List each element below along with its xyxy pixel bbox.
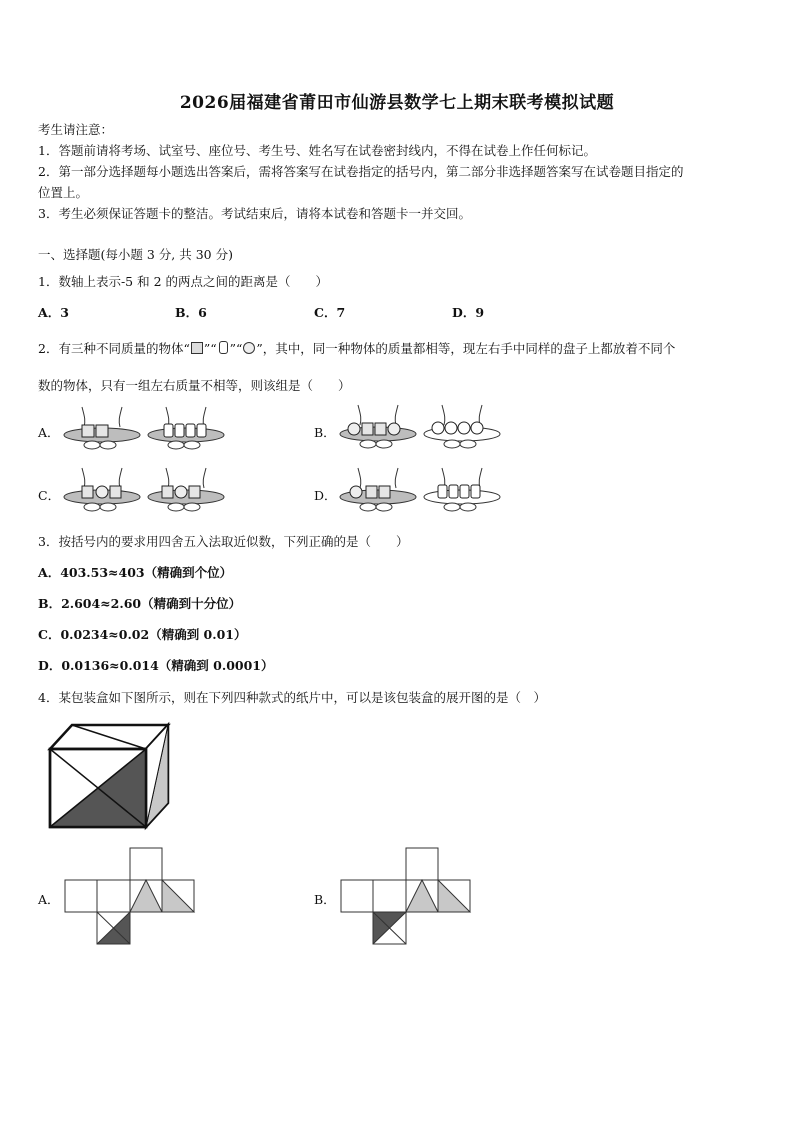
q2-stem-part: ”“ (203, 341, 217, 356)
cylinder-icon (219, 341, 228, 354)
q4-option-a: A． (38, 892, 60, 907)
plate-left (340, 405, 416, 448)
notice-item-2-cont: 位置上。 (38, 185, 89, 200)
notice-item-3: 3．考生必须保证答题卡的整洁。考试结束后，请将本试卷和答题卡一并交回。 (38, 206, 471, 221)
q3-option-d: D．0.0136≈0.014（精确到 0.0001） (38, 658, 274, 673)
q4-option-a-net (65, 848, 195, 946)
q3-stem: 3．按括号内的要求用四舍五入法取近似数，下列正确的是（ ） (38, 534, 409, 549)
q3-option-c: C．0.0234≈0.02（精确到 0.01） (38, 627, 247, 642)
ball-icon (243, 342, 255, 354)
q3-option-b: B．2.604≈2.60（精确到十分位） (38, 596, 242, 611)
q2-stem-line2: 数的物体，只有一组左右质量不相等，则该组是（ ） (38, 378, 351, 393)
plate-left (340, 468, 416, 511)
plate-right (424, 405, 500, 448)
q2-stem-part: 2．有三种不同质量的物体“ (38, 341, 190, 356)
q4-option-b: B． (314, 892, 336, 907)
q4-stem: 4．某包装盒如下图所示，则在下列四种款式的纸片中，可以是该包装盒的展开图的是（ ） (38, 690, 546, 705)
q2-option-c-image (62, 466, 227, 518)
notice-heading: 考生请注意： (38, 122, 114, 137)
q2-option-a: A． (38, 425, 60, 440)
plate-right (148, 468, 224, 511)
q1-option-c: C．7 (314, 305, 346, 320)
notice-item-2: 2．第一部分选择题每小题选出答案后，需将答案写在试卷指定的括号内，第二部分非选择题答案写在试卷题目指定的 (38, 164, 684, 179)
q1-option-b: B．6 (175, 305, 207, 320)
plate-left (64, 468, 140, 511)
cube-icon (191, 342, 203, 354)
section-heading: 一、选择题(每小题 3 分, 共 30 分) (38, 247, 233, 262)
q2-stem-part: ”，其中，同一种物体的质量都相等，现左右手中同样的盘子上都放着不同个 (256, 341, 676, 356)
plate-right (424, 468, 500, 511)
q2-option-d: D． (314, 488, 337, 503)
q2-option-b-image (338, 403, 503, 455)
q2-stem (38, 339, 675, 357)
q2-option-d-image (338, 466, 503, 518)
notice-item-1: 1．答题前请将考场、试室号、座位号、考生号、姓名写在试卷密封线内，不得在试卷上作任何标记。 (38, 143, 596, 158)
plate-right (148, 407, 224, 449)
q1-option-a: A．3 (38, 305, 69, 320)
q1-stem: 1．数轴上表示-5 和 2 的两点之间的距离是（ ） (38, 274, 329, 289)
page-title: 2026届福建省莆田市仙游县数学七上期末联考模拟试题 (179, 93, 615, 113)
q2-option-b: B． (314, 425, 336, 440)
q1-option-d: D．9 (452, 305, 485, 320)
q2-option-a-image (62, 405, 227, 455)
q2-stem-part: ”“ (229, 341, 243, 356)
q4-option-b-net (341, 848, 471, 946)
q3-option-a: A．403.53≈403（精确到个位） (38, 565, 233, 580)
plate-left (64, 407, 140, 449)
q2-option-c: C． (38, 488, 61, 503)
q4-box-figure (48, 723, 173, 829)
